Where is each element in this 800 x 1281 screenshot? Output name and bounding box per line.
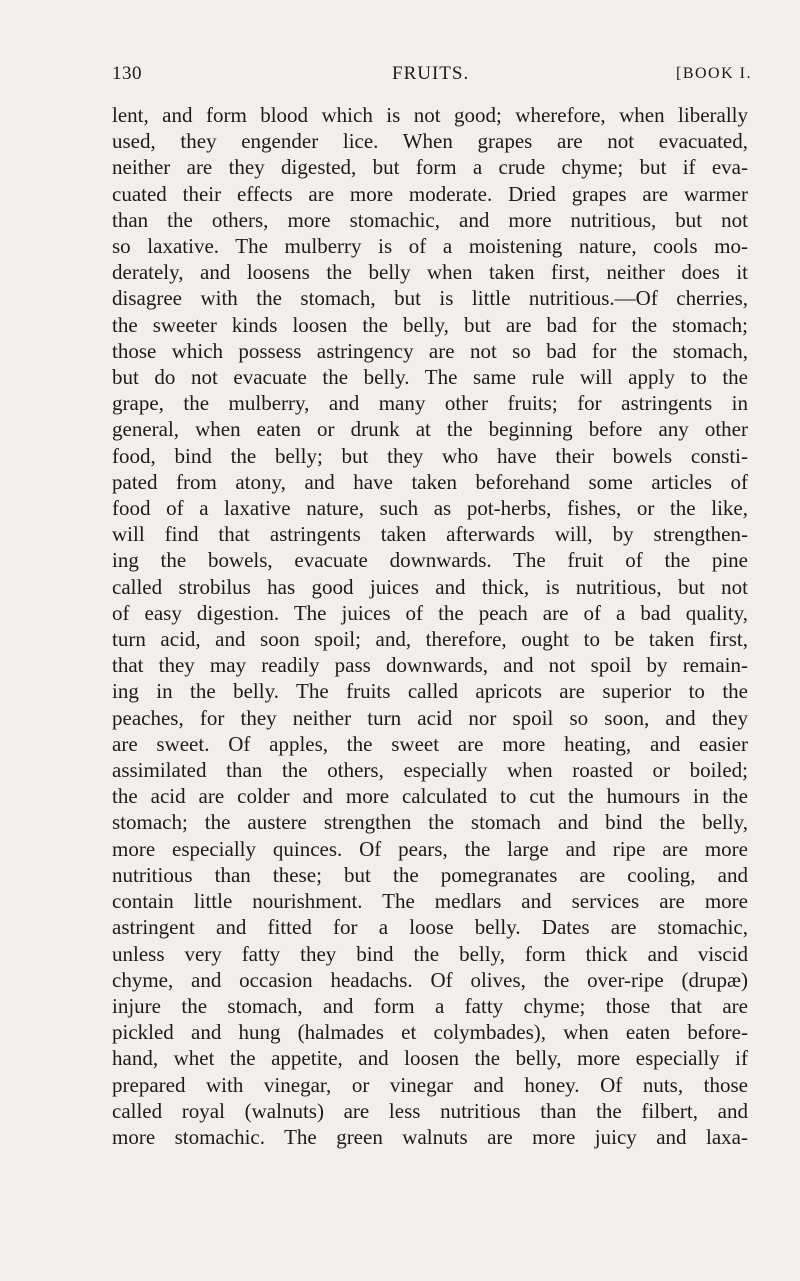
text-line: turn acid, and soon spoil; and, therefore, ought to be taken first, xyxy=(112,627,748,652)
text-line: ing the bowels, evacuate downwards. The fruit of the pine xyxy=(112,548,748,573)
text-line: more especially quinces. Of pears, the large and ripe are more xyxy=(112,836,748,861)
text-line: called royal (walnuts) are less nutritious than the filbert, and xyxy=(112,1098,748,1123)
text-line: are sweet. Of apples, the sweet are more heating, and easier xyxy=(112,731,748,756)
text-line: the sweeter kinds loosen the belly, but are bad for the stomach; xyxy=(112,312,748,337)
text-line: contain little nourishment. The medlars and services are more xyxy=(112,889,748,914)
text-line: grape, the mulberry, and many other fruits; for astringents in xyxy=(112,391,748,416)
text-line: stomach; the austere strengthen the stomach and bind the belly, xyxy=(112,810,748,835)
text-line: used, they engender lice. When grapes are not evacuated, xyxy=(112,129,748,154)
text-line: peaches, for they neither turn acid nor spoil so soon, and they xyxy=(112,705,748,730)
text-line: will find that astringents taken afterwards will, by strengthen- xyxy=(112,522,748,547)
running-title: FRUITS. xyxy=(392,63,470,84)
text-line: unless very fatty they bind the belly, form thick and viscid xyxy=(112,941,748,966)
text-line: cuated their effects are more moderate. Dried grapes are warmer xyxy=(112,181,748,206)
text-line: pickled and hung (halmades et colymbades), when eaten before- xyxy=(112,1020,748,1045)
text-line: food of a laxative nature, such as pot-herbs, fishes, or the like, xyxy=(112,496,748,521)
text-line: those which possess astringency are not so bad for the stomach, xyxy=(112,338,748,363)
text-line: lent, and form blood which is not good; wherefore, when liberally xyxy=(112,103,748,127)
text-line: of easy digestion. The juices of the peach are of a bad quality, xyxy=(112,600,748,625)
text-line: called strobilus has good juices and thick, is nutritious, but not xyxy=(112,574,748,599)
text-line: food, bind the belly; but they who have their bowels consti- xyxy=(112,443,748,468)
text-line: prepared with vinegar, or vinegar and honey. Of nuts, those xyxy=(112,1072,748,1097)
text-line: general, when eaten or drunk at the beginning before any other xyxy=(112,417,748,442)
text-line: chyme, and occasion headachs. Of olives, the over-ripe (drupæ) xyxy=(112,967,748,992)
text-line: more stomachic. The green walnuts are more juicy and laxa- xyxy=(112,1124,748,1149)
text-line: the acid are colder and more calculated to cut the humours in the xyxy=(112,784,748,809)
text-line: hand, whet the appetite, and loosen the belly, more especially if xyxy=(112,1046,748,1071)
page-header xyxy=(112,60,752,88)
text-line: derately, and loosens the belly when taken first, neither does it xyxy=(112,260,748,285)
text-line: so laxative. The mulberry is of a moistening nature, cools mo- xyxy=(112,234,748,259)
book-reference: [BOOK I. xyxy=(676,65,752,82)
text-line: neither are they digested, but form a crude chyme; but if eva- xyxy=(112,155,748,180)
text-line: assimilated than the others, especially when roasted or boiled; xyxy=(112,758,748,783)
text-line: but do not evacuate the belly. The same rule will apply to the xyxy=(112,365,748,390)
text-line: pated from atony, and have taken beforehand some articles of xyxy=(112,469,748,494)
text-line: that they may readily pass downwards, and not spoil by remain- xyxy=(112,653,748,678)
text-line: nutritious than these; but the pomegranates are cooling, and xyxy=(112,862,748,887)
text-line: disagree with the stomach, but is little nutritious.—Of cherries, xyxy=(112,286,748,311)
page-number: 130 xyxy=(112,63,142,84)
text-line: ing in the belly. The fruits called apricots are superior to the xyxy=(112,679,748,704)
body-text xyxy=(112,102,748,1150)
text-line: astringent and fitted for a loose belly. Dates are stomachic, xyxy=(112,915,748,940)
text-line: than the others, more stomachic, and more nutritious, but not xyxy=(112,207,748,232)
text-line: injure the stomach, and form a fatty chyme; those that are xyxy=(112,993,748,1018)
